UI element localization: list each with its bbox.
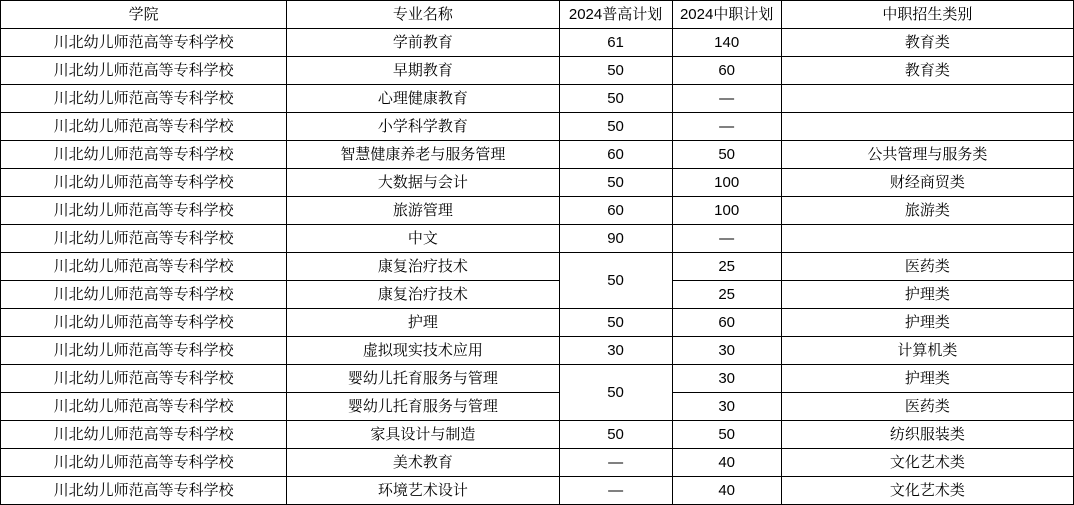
cell-plan-vocational: 30 bbox=[672, 337, 781, 365]
cell-major: 环境艺术设计 bbox=[287, 477, 559, 505]
cell-plan-vocational: 140 bbox=[672, 29, 781, 57]
cell-college: 川北幼儿师范高等专科学校 bbox=[1, 113, 287, 141]
cell-college: 川北幼儿师范高等专科学校 bbox=[1, 309, 287, 337]
cell-plan-general: 60 bbox=[559, 141, 672, 169]
cell-plan-general: 61 bbox=[559, 29, 672, 57]
table-row bbox=[1, 421, 1074, 449]
cell-college: 川北幼儿师范高等专科学校 bbox=[1, 85, 287, 113]
cell-category: 纺织服装类 bbox=[781, 421, 1073, 449]
cell-plan-vocational: 50 bbox=[672, 421, 781, 449]
cell-plan-vocational: — bbox=[672, 225, 781, 253]
table-row bbox=[1, 309, 1074, 337]
cell-plan-general: 50 bbox=[559, 253, 672, 309]
cell-plan-general: 50 bbox=[559, 85, 672, 113]
cell-plan-general: 30 bbox=[559, 337, 672, 365]
cell-category: 文化艺术类 bbox=[781, 449, 1073, 477]
table-row bbox=[1, 253, 1074, 281]
cell-college: 川北幼儿师范高等专科学校 bbox=[1, 365, 287, 393]
cell-plan-vocational: 100 bbox=[672, 197, 781, 225]
cell-college: 川北幼儿师范高等专科学校 bbox=[1, 169, 287, 197]
cell-category bbox=[781, 113, 1073, 141]
cell-plan-vocational: 100 bbox=[672, 169, 781, 197]
header-cell-major: 专业名称 bbox=[287, 1, 559, 29]
cell-major: 婴幼儿托育服务与管理 bbox=[287, 365, 559, 393]
table-row bbox=[1, 29, 1074, 57]
cell-college: 川北幼儿师范高等专科学校 bbox=[1, 393, 287, 421]
cell-category: 教育类 bbox=[781, 29, 1073, 57]
cell-category: 计算机类 bbox=[781, 337, 1073, 365]
cell-major: 智慧健康养老与服务管理 bbox=[287, 141, 559, 169]
table-row bbox=[1, 365, 1074, 393]
cell-plan-general: 50 bbox=[559, 169, 672, 197]
table-body bbox=[1, 29, 1074, 505]
table-row bbox=[1, 337, 1074, 365]
cell-plan-general: 50 bbox=[559, 421, 672, 449]
cell-major: 康复治疗技术 bbox=[287, 253, 559, 281]
table-row bbox=[1, 141, 1074, 169]
header-row bbox=[1, 1, 1074, 29]
cell-category: 文化艺术类 bbox=[781, 477, 1073, 505]
cell-college: 川北幼儿师范高等专科学校 bbox=[1, 197, 287, 225]
cell-college: 川北幼儿师范高等专科学校 bbox=[1, 477, 287, 505]
table-row bbox=[1, 197, 1074, 225]
cell-major: 心理健康教育 bbox=[287, 85, 559, 113]
cell-plan-vocational: 40 bbox=[672, 477, 781, 505]
cell-major: 家具设计与制造 bbox=[287, 421, 559, 449]
cell-category bbox=[781, 85, 1073, 113]
cell-plan-general: 50 bbox=[559, 113, 672, 141]
cell-plan-general: — bbox=[559, 449, 672, 477]
cell-major: 旅游管理 bbox=[287, 197, 559, 225]
cell-plan-vocational: 60 bbox=[672, 57, 781, 85]
table-row bbox=[1, 113, 1074, 141]
cell-college: 川北幼儿师范高等专科学校 bbox=[1, 141, 287, 169]
cell-plan-general: 50 bbox=[559, 365, 672, 421]
cell-plan-vocational: — bbox=[672, 113, 781, 141]
cell-plan-vocational: 40 bbox=[672, 449, 781, 477]
cell-major: 美术教育 bbox=[287, 449, 559, 477]
cell-college: 川北幼儿师范高等专科学校 bbox=[1, 337, 287, 365]
cell-plan-general: 60 bbox=[559, 197, 672, 225]
cell-category bbox=[781, 225, 1073, 253]
cell-category: 旅游类 bbox=[781, 197, 1073, 225]
cell-college: 川北幼儿师范高等专科学校 bbox=[1, 29, 287, 57]
cell-category: 公共管理与服务类 bbox=[781, 141, 1073, 169]
cell-category: 财经商贸类 bbox=[781, 169, 1073, 197]
table-row bbox=[1, 449, 1074, 477]
cell-major: 康复治疗技术 bbox=[287, 281, 559, 309]
cell-plan-vocational: 30 bbox=[672, 393, 781, 421]
cell-plan-vocational: 25 bbox=[672, 253, 781, 281]
table-row bbox=[1, 169, 1074, 197]
cell-major: 婴幼儿托育服务与管理 bbox=[287, 393, 559, 421]
cell-major: 早期教育 bbox=[287, 57, 559, 85]
table-row bbox=[1, 477, 1074, 505]
cell-major: 中文 bbox=[287, 225, 559, 253]
cell-college: 川北幼儿师范高等专科学校 bbox=[1, 57, 287, 85]
table-row bbox=[1, 225, 1074, 253]
cell-major: 学前教育 bbox=[287, 29, 559, 57]
cell-plan-general: — bbox=[559, 477, 672, 505]
cell-category: 护理类 bbox=[781, 309, 1073, 337]
cell-college: 川北幼儿师范高等专科学校 bbox=[1, 449, 287, 477]
header-cell-category: 中职招生类别 bbox=[781, 1, 1073, 29]
cell-major: 小学科学教育 bbox=[287, 113, 559, 141]
table-row bbox=[1, 281, 1074, 309]
cell-category: 教育类 bbox=[781, 57, 1073, 85]
cell-plan-general: 50 bbox=[559, 57, 672, 85]
cell-category: 护理类 bbox=[781, 281, 1073, 309]
cell-plan-vocational: 60 bbox=[672, 309, 781, 337]
cell-college: 川北幼儿师范高等专科学校 bbox=[1, 253, 287, 281]
cell-category: 医药类 bbox=[781, 393, 1073, 421]
cell-plan-vocational: — bbox=[672, 85, 781, 113]
table-row bbox=[1, 393, 1074, 421]
cell-college: 川北幼儿师范高等专科学校 bbox=[1, 225, 287, 253]
table-header bbox=[1, 1, 1074, 29]
cell-plan-general: 50 bbox=[559, 309, 672, 337]
cell-college: 川北幼儿师范高等专科学校 bbox=[1, 421, 287, 449]
cell-major: 大数据与会计 bbox=[287, 169, 559, 197]
cell-plan-vocational: 30 bbox=[672, 365, 781, 393]
cell-category: 医药类 bbox=[781, 253, 1073, 281]
cell-major: 护理 bbox=[287, 309, 559, 337]
cell-plan-general: 90 bbox=[559, 225, 672, 253]
cell-major: 虚拟现实技术应用 bbox=[287, 337, 559, 365]
header-cell-college: 学院 bbox=[1, 1, 287, 29]
cell-plan-vocational: 50 bbox=[672, 141, 781, 169]
header-cell-plan-vocational: 2024中职计划 bbox=[672, 1, 781, 29]
header-cell-plan-general: 2024普高计划 bbox=[559, 1, 672, 29]
cell-category: 护理类 bbox=[781, 365, 1073, 393]
cell-plan-vocational: 25 bbox=[672, 281, 781, 309]
table-row bbox=[1, 57, 1074, 85]
table-row bbox=[1, 85, 1074, 113]
cell-college: 川北幼儿师范高等专科学校 bbox=[1, 281, 287, 309]
